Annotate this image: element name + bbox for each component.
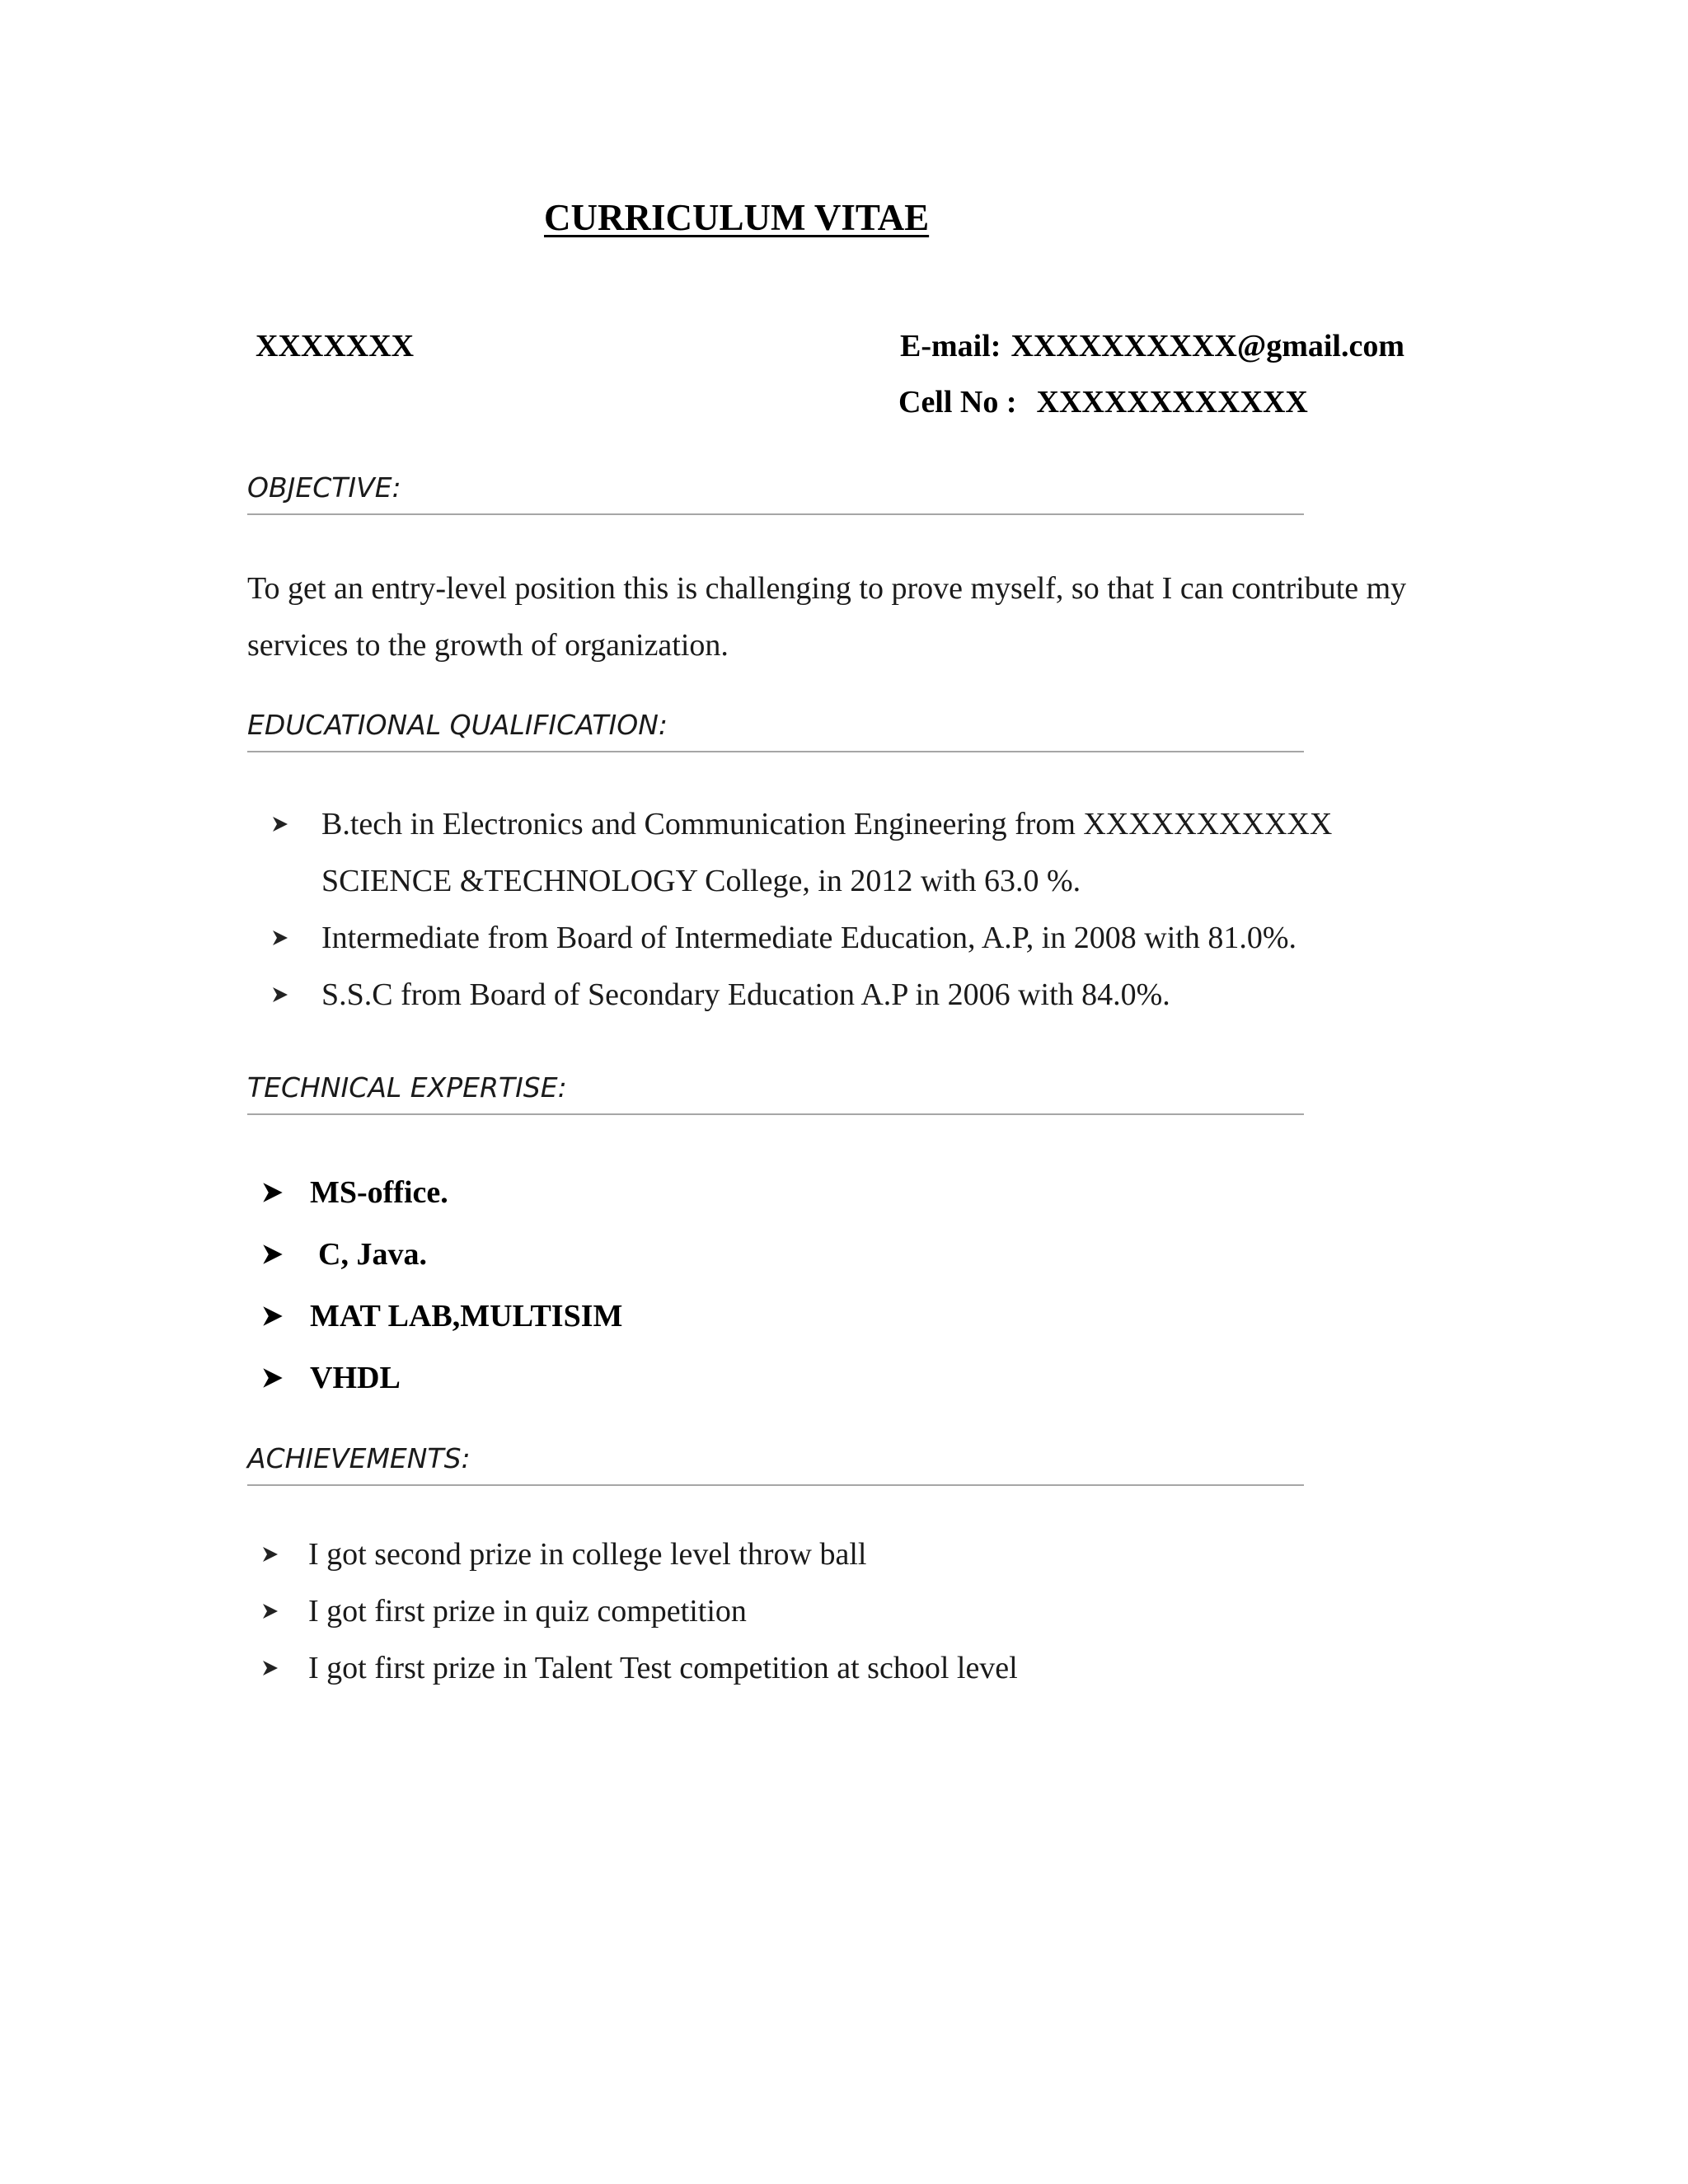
technical-item: MAT LAB,MULTISIM [310,1299,623,1333]
achievement-item: I got first prize in quiz competition [308,1594,747,1629]
email-line [900,328,1404,364]
technical-item: C, Java. [318,1237,427,1272]
list-item [262,1347,622,1409]
technical-list [262,1162,622,1409]
arrowhead-bullet-icon [262,1182,284,1203]
cell-label: Cell No : [898,385,1017,419]
arrowhead-bullet-icon [262,1244,284,1265]
objective-heading: OBJECTIVE: [247,471,1304,515]
education-item-line: B.tech in Electronics and Communication Engineering from XXXXXXXXXXX [321,807,1333,841]
cell-line [898,384,1308,420]
cell-value: XXXXXXXXXXXX [1036,385,1308,419]
arrowhead-bullet-icon [272,816,288,832]
email-value: XXXXXXXXXX@gmail.com [1010,329,1404,363]
list-item [272,967,1332,1024]
page-title: CURRICULUM VITAE [544,197,930,238]
education-item-line: S.S.C from Board of Secondary Education A.P in 2006 with 84.0%. [321,977,1170,1012]
achievement-item: I got second prize in college level throw ball [308,1537,867,1572]
arrowhead-bullet-icon [262,1305,284,1327]
list-item [262,1526,1018,1583]
candidate-name: XXXXXXX [256,329,415,363]
list-item [272,910,1332,967]
achievement-item: I got first prize in Talent Test competition at school level [308,1651,1018,1685]
arrowhead-bullet-icon [272,987,288,1003]
list-item [262,1286,622,1347]
technical-item: VHDL [310,1361,401,1395]
achievements-heading: ACHIEVEMENTS: [247,1442,1304,1486]
arrowhead-bullet-icon [262,1367,284,1389]
education-item-line: SCIENCE &TECHNOLOGY College, in 2012 with 63.0 %. [321,864,1081,898]
education-item-line: Intermediate from Board of Intermediate Education, A.P, in 2008 with 81.0%. [321,921,1296,955]
arrowhead-bullet-icon [262,1546,279,1563]
arrowhead-bullet-icon [262,1660,279,1676]
technical-heading: TECHNICAL EXPERTISE: [247,1071,1304,1115]
objective-text: To get an entry-level position this is challenging to prove myself, so that I can contribute my services to the growth of organization. [247,571,1407,663]
list-item [262,1583,1018,1640]
education-list [272,796,1332,1024]
list-item [262,1640,1018,1697]
education-heading: EDUCATIONAL QUALIFICATION: [247,709,1304,752]
list-item [262,1224,622,1286]
arrowhead-bullet-icon [262,1603,279,1619]
technical-item: MS-office. [310,1175,448,1210]
list-item [272,796,1332,910]
list-item [262,1162,622,1224]
achievements-list [262,1526,1018,1697]
arrowhead-bullet-icon [272,930,288,946]
email-label: E-mail: [900,329,1001,363]
